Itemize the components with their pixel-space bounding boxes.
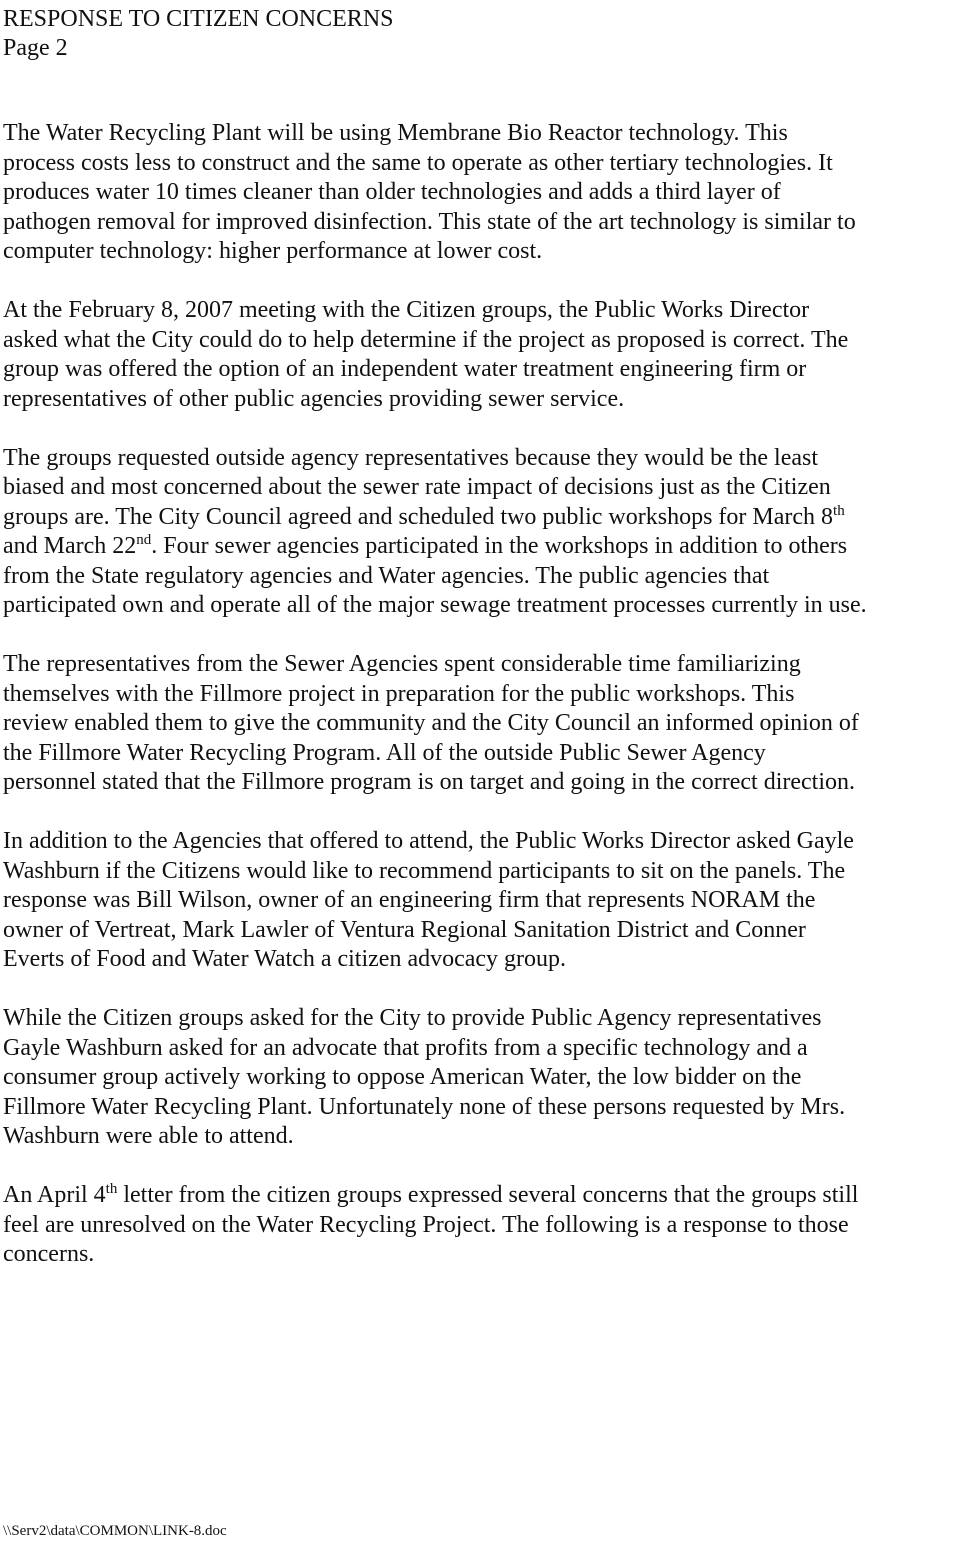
text-run: At the February 8, 2007 meeting with the Citizen groups, the Public Works Director: [3, 297, 810, 323]
text-run: pathogen removal for improved disinfection. This state of the art technology is similar to: [3, 208, 856, 235]
text-line: [3, 709, 963, 739]
text-line: [3, 326, 963, 356]
text-run: consumer group actively working to oppose American Water, the low bidder on the: [3, 1064, 802, 1090]
text-run: response was Bill Wilson, owner of an engineering firm that represents NORAM the: [3, 887, 816, 913]
text-line: [3, 916, 963, 946]
paragraph: [3, 444, 963, 621]
text-run: letter from the citizen groups expressed several concerns that the groups still: [117, 1182, 859, 1208]
text-line: [3, 1063, 963, 1093]
text-line: [3, 650, 963, 680]
text-run: While the Citizen groups asked for the City to provide Public Agency representatives: [3, 1005, 822, 1031]
text-run: The groups requested outside agency representatives because they would be the least: [3, 444, 819, 471]
text-line: [3, 886, 963, 916]
text-run: and March 22: [3, 533, 137, 559]
text-line: [3, 149, 963, 179]
text-run: themselves with the Fillmore project in preparation for the public workshops. This: [3, 680, 795, 707]
text-line: [3, 119, 963, 149]
text-run: group was offered the option of an independent water treatment engineering firm or: [3, 356, 807, 382]
text-line: [3, 768, 963, 798]
text-line: [3, 1004, 963, 1034]
text-run: . Four sewer agencies participated in the workshops in addition to others: [151, 533, 848, 559]
text-line: [3, 1240, 963, 1270]
text-line: [3, 562, 963, 592]
text-line: [3, 385, 963, 415]
text-line: [3, 355, 963, 385]
text-line: [3, 178, 963, 208]
paragraph: [3, 296, 963, 414]
text-line: [3, 1034, 963, 1064]
paragraph: [3, 119, 963, 267]
text-run: Washburn were able to attend.: [3, 1123, 294, 1149]
text-line: [3, 444, 963, 474]
footer-file-path: \\Serv2\data\COMMON\LINK-8.doc: [3, 1523, 227, 1539]
document-body: [3, 119, 963, 1299]
text-line: [3, 1181, 963, 1211]
text-line: [3, 1211, 963, 1241]
text-run: The representatives from the Sewer Agencies spent considerable time familiarizing: [3, 651, 801, 677]
text-run: Gayle Washburn asked for an advocate that profits from a specific technology and a: [3, 1034, 808, 1061]
text-run: representatives of other public agencies providing sewer service.: [3, 385, 625, 412]
text-line: [3, 591, 963, 621]
text-line: [3, 1122, 963, 1152]
text-run: computer technology: higher performance at lower cost.: [3, 238, 543, 264]
text-run: Washburn if the Citizens would like to recommend participants to sit on the panels. The: [3, 857, 846, 884]
text-run: An April 4: [3, 1182, 106, 1208]
paragraph: [3, 650, 963, 798]
text-line: [3, 945, 963, 975]
text-run: concerns.: [3, 1241, 95, 1267]
paragraph: [3, 827, 963, 975]
text-run: biased and most concerned about the sewer rate impact of decisions just as the Citizen: [3, 474, 831, 500]
text-run: the Fillmore Water Recycling Program. All of the outside Public Sewer Agency: [3, 739, 766, 766]
text-run: asked what the City could do to help determine if the project as proposed is correct. The: [3, 326, 849, 353]
text-run: produces water 10 times cleaner than older technologies and adds a third layer of: [3, 179, 781, 205]
document-title: RESPONSE TO CITIZEN CONCERNS: [3, 6, 394, 32]
text-run: Fillmore Water Recycling Plant. Unfortunately none of these persons requested by Mrs.: [3, 1093, 846, 1120]
text-line: [3, 208, 963, 238]
text-line: [3, 1093, 963, 1123]
text-line: [3, 503, 963, 533]
text-line: [3, 680, 963, 710]
text-line: [3, 532, 963, 562]
text-run: owner of Vertreat, Mark Lawler of Ventura Regional Sanitation District and Conner: [3, 916, 806, 943]
superscript-suffix: th: [833, 502, 845, 519]
text-run: In addition to the Agencies that offered to attend, the Public Works Director asked Gayle: [3, 828, 854, 854]
text-run: personnel stated that the Fillmore program is on target and going in the correct direction.: [3, 769, 855, 795]
page-header: [3, 5, 394, 63]
text-line: [3, 827, 963, 857]
text-run: review enabled them to give the community and the City Council an informed opinion of: [3, 710, 859, 736]
text-line: [3, 473, 963, 503]
superscript-suffix: th: [105, 1181, 118, 1197]
page-number: Page 2: [3, 35, 68, 61]
text-run: Everts of Food and Water Watch a citizen advocacy group.: [3, 946, 567, 972]
text-run: from the State regulatory agencies and Water agencies. The public agencies that: [3, 562, 770, 589]
superscript-suffix: nd: [136, 532, 152, 548]
text-run: The Water Recycling Plant will be using Membrane Bio Reactor technology. This: [3, 120, 788, 146]
text-run: feel are unresolved on the Water Recycling Project. The following is a response to those: [3, 1211, 849, 1238]
text-run: participated own and operate all of the major sewage treatment processes currently in use.: [3, 592, 867, 618]
text-line: [3, 296, 963, 326]
paragraph: [3, 1004, 963, 1152]
text-run: process costs less to construct and the same to operate as other tertiary technologies. It: [3, 149, 833, 176]
text-line: [3, 857, 963, 887]
text-line: [3, 739, 963, 769]
paragraph: [3, 1181, 963, 1270]
text-line: [3, 237, 963, 267]
text-run: groups are. The City Council agreed and scheduled two public workshops for March 8: [3, 503, 834, 530]
